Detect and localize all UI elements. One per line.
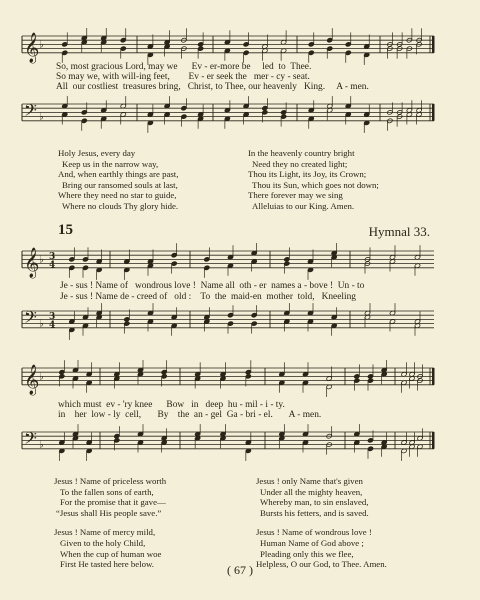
- hymn15-system1-lyric-2: Je - sus ! Name de - creed of old : To the maid-en mother told, Kneeling: [60, 292, 356, 302]
- hymn14-lyric-line-3: All our costliest treasures bring, Christ, to Thee, our heavenly King. A - men.: [56, 82, 369, 92]
- flat-icon: ♭: [39, 318, 44, 330]
- verse-line: Human Name of God above ;: [260, 537, 364, 548]
- final-bar-thick: [432, 432, 435, 449]
- verse-line: Jesus ! Name of priceless worth: [54, 476, 167, 486]
- hymn15-system1-lyric-1: Je - sus ! Name of wondrous love ! Name all oth - er names a - bove ! Un - to: [60, 281, 365, 291]
- verse-line: Given to the holy Child,: [60, 537, 146, 548]
- verse-line: Whereby man, to sin enslaved,: [260, 497, 369, 508]
- verse-line: Pleading only this we flee,: [260, 548, 354, 559]
- flat-icon: ♭: [39, 439, 44, 451]
- hymn14-lyric-line-1: So, most gracious Lord, may we Ev - er-more be led to Thee.: [56, 62, 312, 72]
- verse-line: Jesus ! Name of mercy mild,: [54, 527, 156, 538]
- verse-line: For the promise that it gave—: [60, 497, 166, 508]
- time-signature-top: 3: [49, 251, 56, 262]
- hymn15-system1-bass-staff: [0, 303, 480, 345]
- verse-line: To the fallen sons of earth,: [60, 486, 154, 497]
- hymn15-system2-lyric-2: in her low - ly cell, By the an - gel Ga - bri - el. A - men.: [58, 410, 322, 420]
- verse-line: Need they no created light;: [252, 158, 348, 169]
- final-bar-thick: [432, 36, 435, 53]
- verse-line: Where no clouds Thy glory hide.: [62, 200, 179, 211]
- verse-line: Helpless, O our God, to Thee. Amen.: [256, 559, 387, 570]
- verse-line: When the cup of human woe: [60, 548, 162, 559]
- hymn14-lyric-line-2: So may we, with will-ing feet, Ev - er seek the mer - cy - seat.: [56, 72, 310, 82]
- treble-clef-icon: 𝄞: [24, 247, 40, 278]
- hymn15-system1-treble-staff: [0, 243, 480, 283]
- verse-line: There forever may we sing: [248, 190, 343, 201]
- verse-line: Holy Jesus, every day: [58, 148, 136, 158]
- hymn14-bass-staff: [0, 96, 480, 136]
- flat-icon: ♭: [39, 371, 44, 383]
- verse-line: Thou its Light, its Joy, its Crown;: [248, 169, 367, 180]
- hymn-number: 15: [58, 222, 73, 238]
- verse-line: Thou its Sun, which goes not down;: [252, 179, 379, 190]
- verse-line: Jesus ! only Name that's given: [256, 476, 363, 486]
- hymn15-system2-bass-staff: [0, 424, 480, 466]
- time-signature-bottom: 4: [49, 260, 56, 271]
- bass-clef-icon: 𝄢: [24, 99, 37, 124]
- final-bar-thick: [432, 104, 435, 121]
- hymn14-verse-right: [248, 148, 379, 212]
- hymn15-system2-treble-staff: [0, 360, 480, 402]
- page-number: ( 67 ): [227, 563, 253, 577]
- flat-icon: ♭: [39, 111, 44, 123]
- time-signature-bottom: 4: [49, 320, 56, 331]
- verse-line: In the heavenly country bright: [248, 148, 355, 158]
- tune-name: Hymnal 33.: [368, 224, 430, 239]
- hymn15-verse-right: [256, 476, 387, 570]
- treble-clef-icon: 𝄞: [24, 364, 40, 395]
- flat-icon: ♭: [39, 254, 44, 266]
- verse-line: Bring our ransomed souls at last,: [62, 179, 178, 190]
- verse-line: First He tasted here below.: [60, 559, 154, 570]
- bass-clef-icon: 𝄢: [24, 427, 37, 452]
- verse-line: Where they need no star to guide,: [58, 190, 177, 201]
- flat-icon: ♭: [39, 39, 44, 51]
- treble-clef-icon: 𝄞: [24, 32, 40, 63]
- verse-line: Alleluias to our King. Amen.: [252, 200, 355, 211]
- verse-line: Under all the mighty heaven,: [260, 486, 363, 497]
- verse-line: And, when earthly things are past,: [58, 169, 179, 180]
- verse-line: Jesus ! Name of wondrous love !: [256, 527, 372, 538]
- verse-line: Keep us in the narrow way,: [62, 158, 159, 169]
- hymn15-system2-lyric-1: which must ev - 'ry knee Bow in deep hu - mil - i - ty.: [58, 400, 285, 410]
- bass-clef-icon: 𝄢: [24, 306, 37, 331]
- verse-line: Bursts his fetters, and is saved.: [260, 507, 369, 518]
- verse-line: “Jesus shall His people save.”: [56, 507, 162, 518]
- hymn15-verse-left: [54, 476, 166, 570]
- time-signature-top: 3: [49, 311, 56, 322]
- hymn14-verse-left: [58, 148, 178, 212]
- final-bar-thick: [432, 368, 435, 385]
